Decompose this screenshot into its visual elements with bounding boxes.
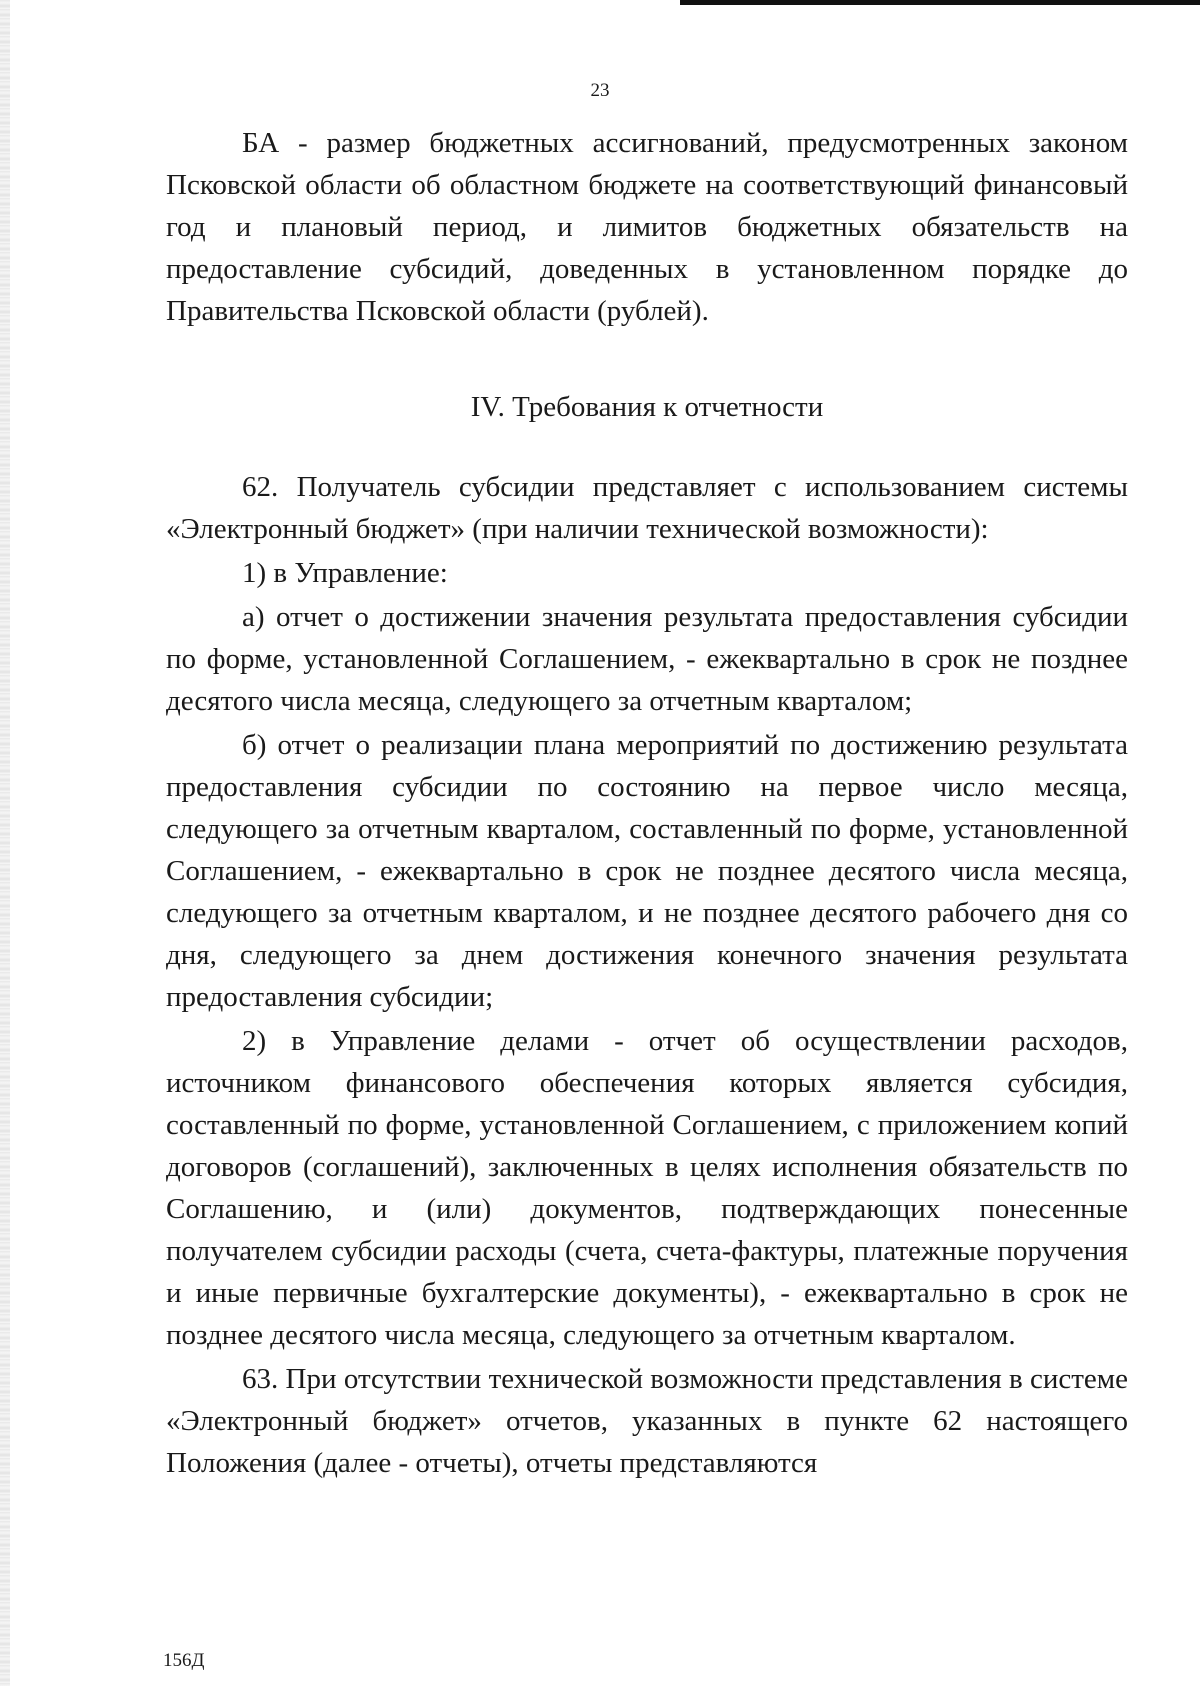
scan-edge-left — [0, 0, 10, 1686]
document-body — [166, 122, 1128, 1484]
paragraph-62-item-2: 2) в Управление делами - отчет об осуществлении расходов, источником финансового обеспечения которых является субсидия, составленный по форме, установленной Соглашением, с приложением копий договоров (соглашений), заключенных в целях исполнения обязательств по Соглашению, и (или) документов, подтверждающих понесенные получателем субсидии расходы (счета, счета-фактуры, платежные поручения и иные первичные бухгалтерские документы), - ежеквартально в срок не позднее десятого числа месяца, следующего за отчетным кварталом. — [166, 1025, 1128, 1351]
paragraph-62-item-1: 1) в Управление: — [242, 557, 448, 589]
page-number: 23 — [590, 80, 610, 101]
paragraph-62-item-1b: б) отчет о реализации плана мероприятий по достижению результата предоставления субсидии по состоянию на первое число месяца, следующего за отчетным кварталом, составленный по форме, установленной Соглашением, - ежеквартально в срок не позднее десятого числа месяца, следующего за отчетным кварталом, и не позднее десятого рабочего дня со дня, следующего за днем достижения конечного значения результата предоставления субсидии; — [166, 729, 1128, 1013]
paragraph-ba-definition: БА - размер бюджетных ассигнований, предусмотренных законом Псковской области об областном бюджете на соответствующий финансовый год и плановый период, и лимитов бюджетных обязательств на предоставление субсидий, доведенных в установленном порядке до Правительства Псковской области (рублей). — [166, 127, 1128, 327]
paragraph-63: 63. При отсутствии технической возможности представления в системе «Электронный бюджет» отчетов, указанных в пункте 62 настоящего Положения (далее - отчеты), отчеты представляются — [166, 1363, 1128, 1479]
footer-document-code: 156Д — [163, 1650, 205, 1671]
paragraph-62: 62. Получатель субсидии представляет с использованием системы «Электронный бюджет» (при наличии технической возможности): — [166, 471, 1128, 545]
section-heading: IV. Требования к отчетности — [470, 391, 824, 423]
paragraph-62-item-1a: а) отчет о достижении значения результата предоставления субсидии по форме, установленной Соглашением, - ежеквартально в срок не позднее десятого числа месяца, следующего за отчетным кварталом; — [166, 601, 1128, 717]
scan-edge-top — [680, 0, 1200, 5]
